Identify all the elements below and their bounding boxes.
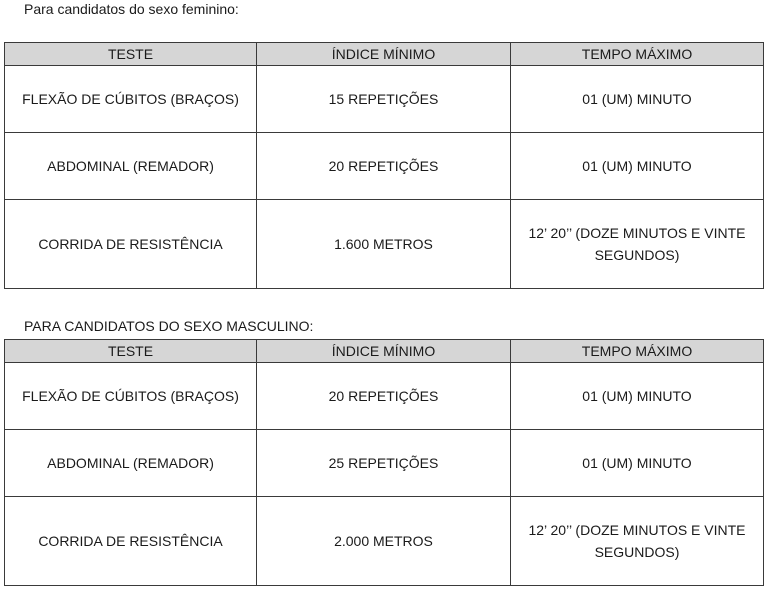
male-requirements-table: [4, 339, 764, 586]
cell-max-time: 12’ 20’’ (DOZE MINUTOS E VINTE SEGUNDOS): [511, 497, 764, 586]
table-header-row: [5, 340, 764, 363]
cell-test: CORRIDA DE RESISTÊNCIA: [5, 497, 257, 586]
header-test: TESTE: [5, 43, 257, 66]
header-max-time: TEMPO MÁXIMO: [511, 340, 764, 363]
cell-max-time: 01 (UM) MINUTO: [511, 66, 764, 133]
cell-max-time: 01 (UM) MINUTO: [511, 133, 764, 200]
table-row: [5, 133, 764, 200]
cell-test: ABDOMINAL (REMADOR): [5, 430, 257, 497]
female-caption: Para candidatos do sexo feminino:: [24, 1, 239, 17]
cell-min-index: 20 REPETIÇÕES: [257, 133, 511, 200]
header-test: TESTE: [5, 340, 257, 363]
header-max-time: TEMPO MÁXIMO: [511, 43, 764, 66]
male-caption: PARA CANDIDATOS DO SEXO MASCULINO:: [24, 318, 314, 334]
cell-max-time: 12’ 20’’ (DOZE MINUTOS E VINTE SEGUNDOS): [511, 200, 764, 289]
cell-test: FLEXÃO DE CÚBITOS (BRAÇOS): [5, 363, 257, 430]
cell-test: ABDOMINAL (REMADOR): [5, 133, 257, 200]
female-requirements-table: [4, 42, 764, 289]
header-min-index: ÍNDICE MÍNIMO: [257, 340, 511, 363]
cell-min-index: 15 REPETIÇÕES: [257, 66, 511, 133]
cell-max-time: 01 (UM) MINUTO: [511, 430, 764, 497]
cell-min-index: 2.000 METROS: [257, 497, 511, 586]
header-min-index: ÍNDICE MÍNIMO: [257, 43, 511, 66]
table-header-row: [5, 43, 764, 66]
table-row: [5, 497, 764, 586]
cell-test: FLEXÃO DE CÚBITOS (BRAÇOS): [5, 66, 257, 133]
cell-max-time: 01 (UM) MINUTO: [511, 363, 764, 430]
table-row: [5, 66, 764, 133]
cell-min-index: 1.600 METROS: [257, 200, 511, 289]
cell-test: CORRIDA DE RESISTÊNCIA: [5, 200, 257, 289]
table-row: [5, 430, 764, 497]
table-row: [5, 363, 764, 430]
table-row: [5, 200, 764, 289]
cell-min-index: 25 REPETIÇÕES: [257, 430, 511, 497]
cell-min-index: 20 REPETIÇÕES: [257, 363, 511, 430]
